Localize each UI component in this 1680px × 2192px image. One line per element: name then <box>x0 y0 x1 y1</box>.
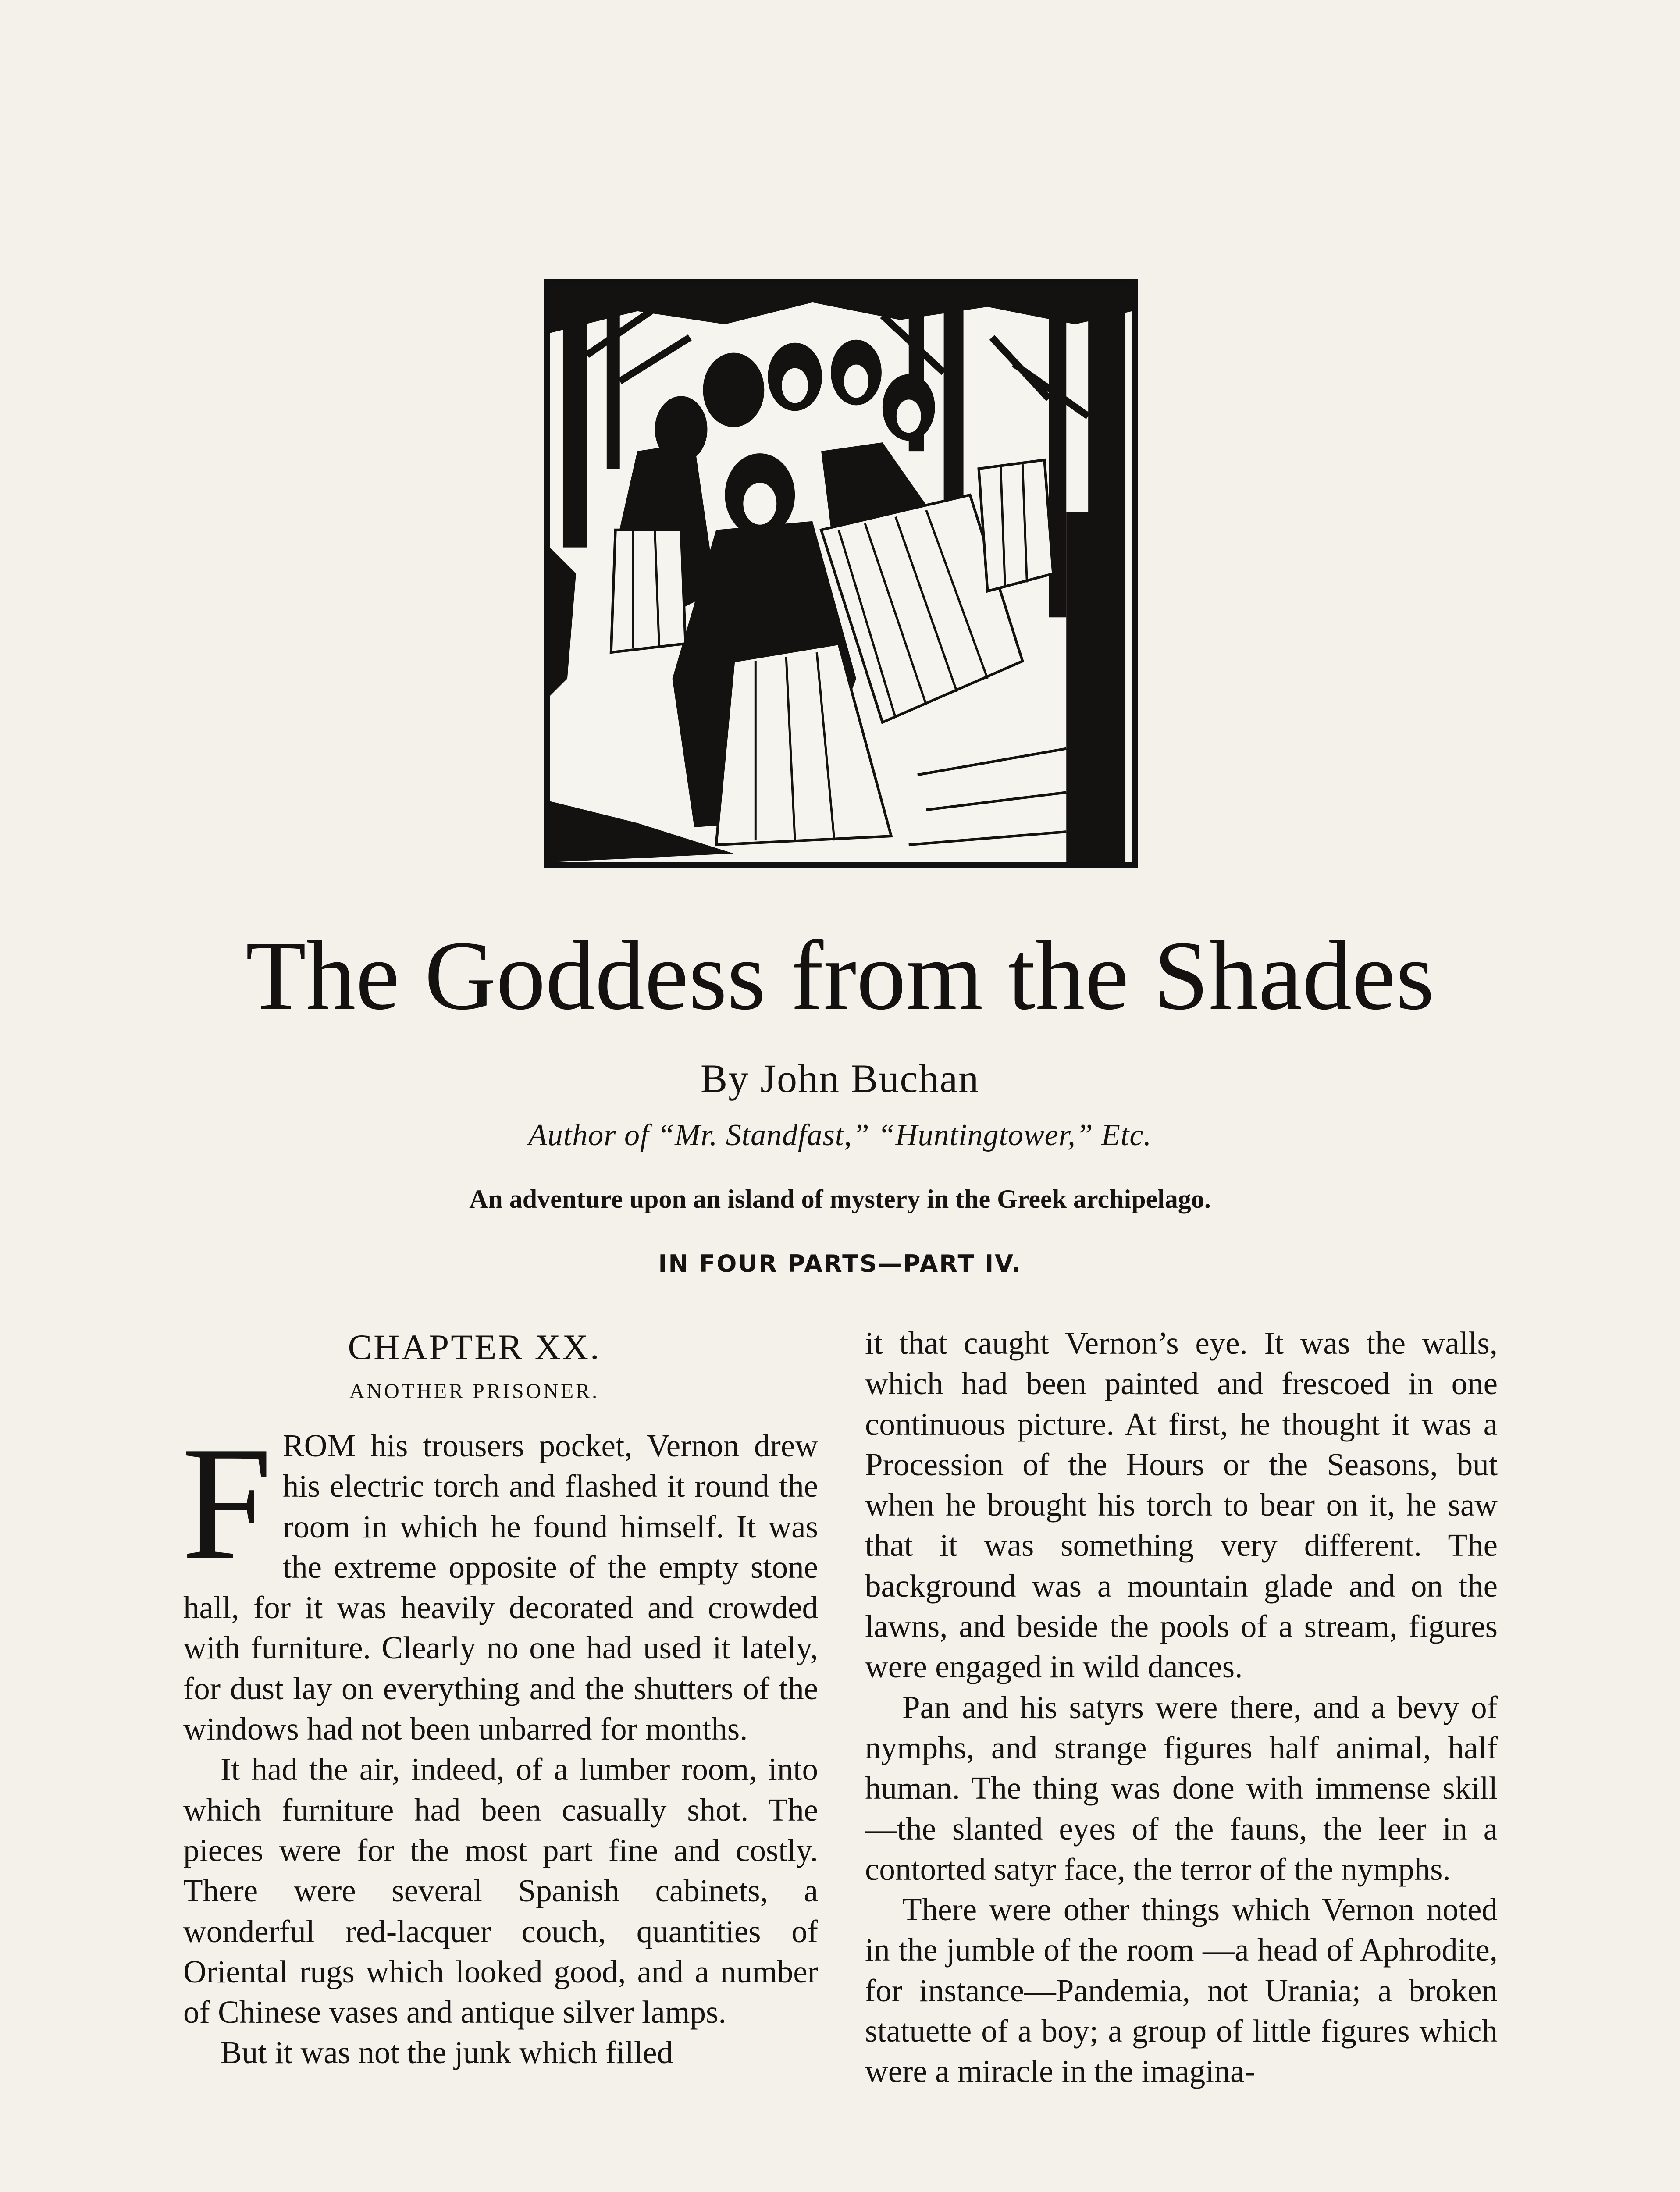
right-column <box>865 1323 1498 2092</box>
paragraph-text: ROM his trousers pocket, Vernon drew his electric torch and flashed it round the room in which he found himself. It was the extreme opposite of the empty stone hall, for it was heavily decorated and crowded with furniture. Clearly no one had used it lately, for dust lay on everything and the shutters of the windows had not been unbarred for months. <box>183 1428 818 1747</box>
story-title: The Goddess from the Shades <box>246 921 1434 1030</box>
author-works: Author of “Mr. Standfast,” “Huntingtower,” Etc. <box>528 1118 1152 1152</box>
byline: By John Buchan <box>700 1056 980 1101</box>
paragraph: But it was not the junk which filled <box>221 2035 673 2071</box>
paragraph: It had the air, indeed, of a lumber room, into which furniture had been casually shot. The pieces were for the most part fine and costly. There were several Spanish cabinets, a wonderful red-lacquer couch, quantities of Oriental rugs which looked good, and a number of Chinese vases and antique silver lamps. <box>183 1751 818 2030</box>
part-indicator: IN FOUR PARTS—PART IV. <box>658 1250 1022 1277</box>
paragraph: it that caught Vernon’s eye. It was the walls, which had been painted and frescoed in one continuous picture. At first, he thought it was a Procession of the Hours or the Seasons, but when he brought his torch to bear on it, he saw that it was something very different. The background was a mountain glade and on the lawns, and beside the pools of a stream, figures were engaged in wild dances. <box>865 1325 1498 1685</box>
paragraph: There were other things which Vernon noted in the jumble of the room —a head of Aphrodite, for instance—Pandemia, not Urania; a broken statuette of a boy; a group of little figures which were a miracle in the imagina- <box>865 1892 1498 2089</box>
illustration-artwork <box>550 285 1132 862</box>
paragraph: Pan and his satyrs were there, and a bevy of nymphs, and strange figures half animal, half human. The thing was done with immense skill—the slanted eyes of the fauns, the leer in a contorted satyr face, the terror of the nymphs. <box>865 1689 1498 1887</box>
drop-cap: F <box>182 1413 272 1594</box>
tagline: An adventure upon an island of mystery in the Greek archipelago. <box>469 1185 1211 1213</box>
paragraph <box>182 1413 818 1749</box>
left-column <box>183 1323 818 2073</box>
story-illustration <box>544 279 1138 868</box>
chapter-subtitle: ANOTHER PRISONER. <box>349 1380 600 1403</box>
chapter-heading: CHAPTER XX. <box>348 1327 601 1367</box>
